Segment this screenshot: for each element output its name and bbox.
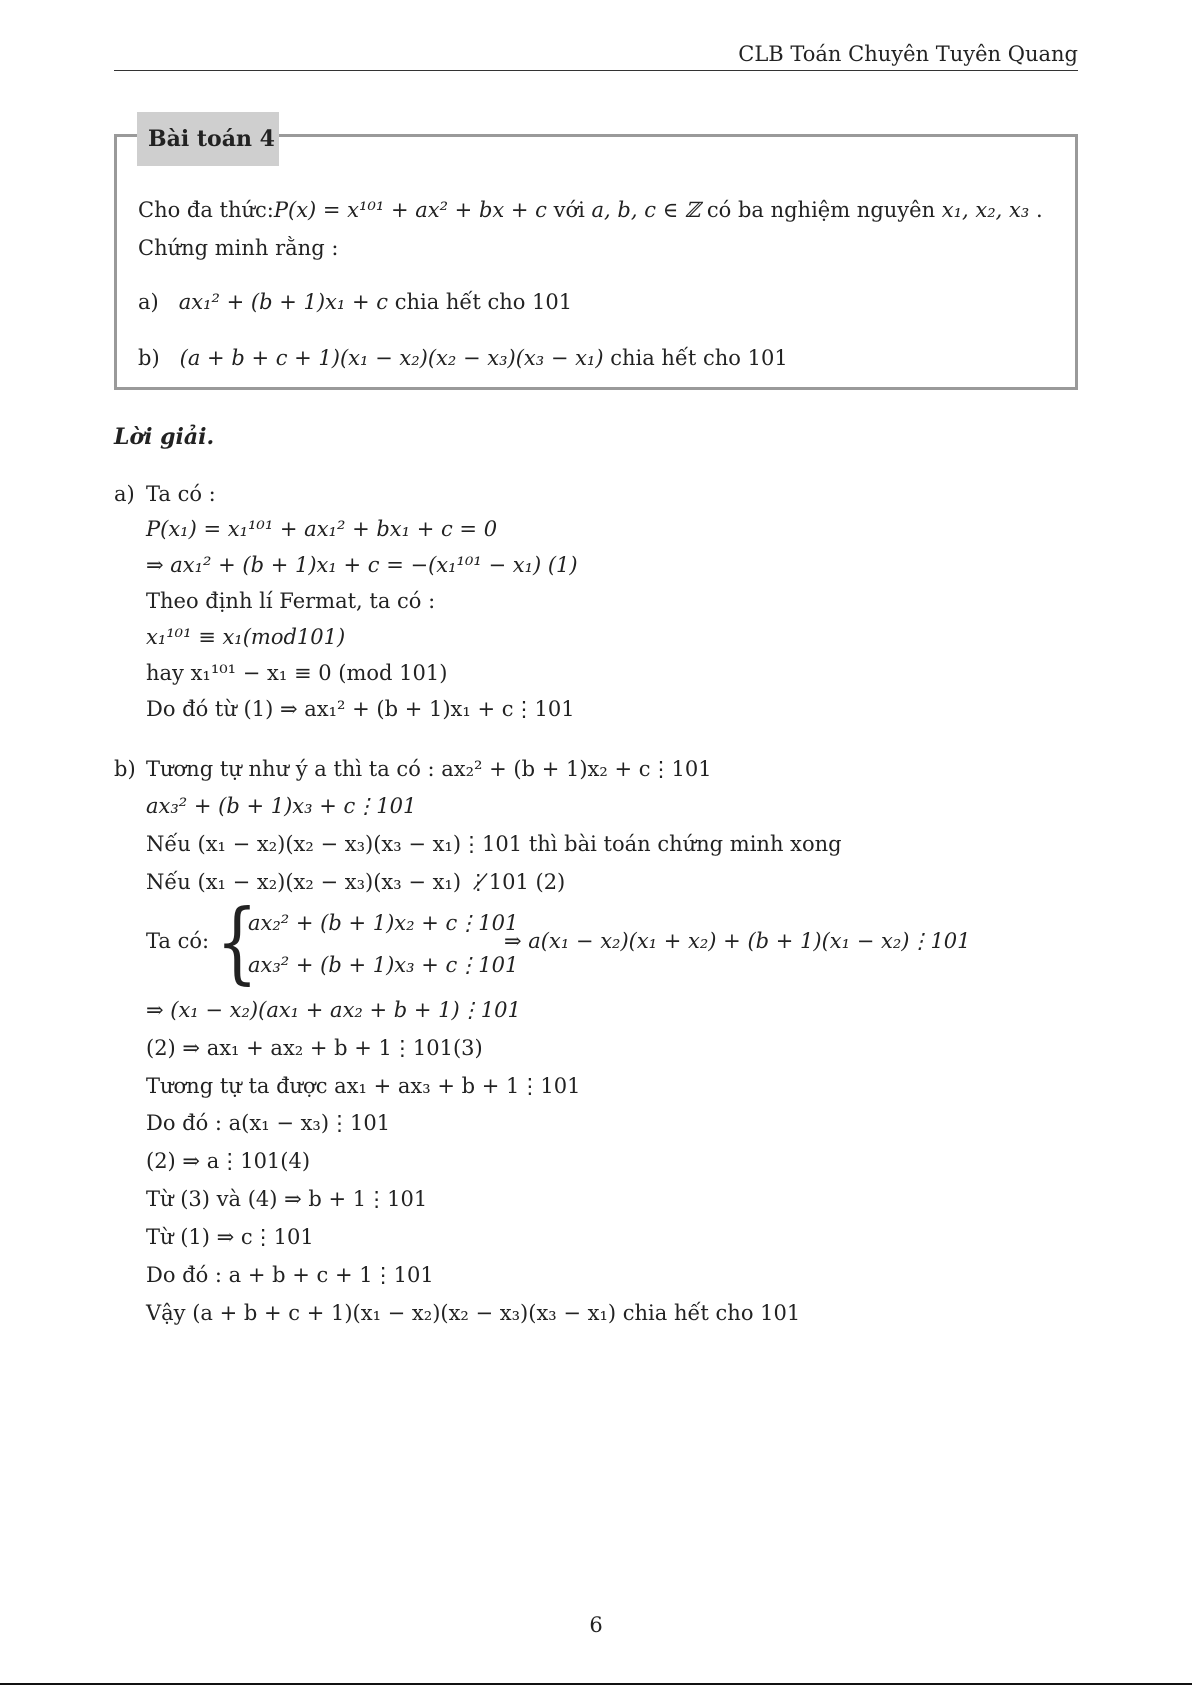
system-brace: { (216, 889, 258, 994)
problem-label: Bài toán 4 (137, 112, 279, 166)
system-result: ⇒ a(x₁ − x₂)(x₁ + x₂) + (b + 1)(x₁ − x₂)⋮101 (504, 929, 971, 953)
solution-b-line: Vậy (a + b + c + 1)(x₁ − x₂)(x₂ − x₃)(x₃ − x₁) chia hết cho 101 (146, 1301, 801, 1325)
solution-b-line: Từ (1) ⇒ c⋮101 (146, 1225, 314, 1249)
solution-b-line: Từ (3) và (4) ⇒ b + 1⋮101 (146, 1187, 428, 1211)
header-title: CLB Toán Chuyên Tuyên Quang (738, 42, 1078, 66)
system-row: ax₃² + (b + 1)x₃ + c⋮101 (248, 953, 519, 977)
solution-b-line: Tương tự như ý a thì ta có : ax₂² + (b + 1)x₂ + c⋮101 (146, 757, 712, 781)
solution-a-line: Do đó từ (1) ⇒ ax₁² + (b + 1)x₁ + c⋮101 (146, 697, 575, 721)
solution-a-label: a) (114, 482, 135, 506)
solution-a-line: P(x₁) = x₁¹⁰¹ + ax₁² + bx₁ + c = 0 (146, 517, 498, 541)
problem-intro: Cho đa thức:P(x) = x¹⁰¹ + ax² + bx + c với a, b, c ∈ ℤ có ba nghiệm nguyên x₁, x₂, x₃ . (138, 198, 1043, 222)
solution-b-line: ax₃² + (b + 1)x₃ + c⋮101 (146, 794, 417, 818)
solution-b-line: (2) ⇒ a⋮101(4) (146, 1149, 311, 1173)
solution-a-line: ⇒ ax₁² + (b + 1)x₁ + c = −(x₁¹⁰¹ − x₁) (1) (146, 553, 578, 577)
solution-b-line: Tương tự ta được ax₁ + ax₃ + b + 1⋮101 (146, 1074, 581, 1098)
system-label: Ta có: (146, 929, 210, 953)
solution-b-line: ⇒ (x₁ − x₂)(ax₁ + ax₂ + b + 1)⋮101 (146, 998, 521, 1022)
solution-b-line: Nếu (x₁ − x₂)(x₂ − x₃)(x₃ − x₁) ⋮̸101 (2) (146, 870, 566, 894)
solution-b-label: b) (114, 757, 136, 781)
problem-part-b: b) (a + b + c + 1)(x₁ − x₂)(x₂ − x₃)(x₃ − x₁) chia hết cho 101 (138, 346, 788, 370)
solution-a-line: x₁¹⁰¹ ≡ x₁(mod101) (146, 625, 346, 649)
solution-b-line: Nếu (x₁ − x₂)(x₂ − x₃)(x₃ − x₁)⋮101 thì bài toán chứng minh xong (146, 832, 842, 856)
solution-heading: Lời giải. (114, 424, 215, 450)
solution-a-line: hay x₁¹⁰¹ − x₁ ≡ 0 (mod 101) (146, 661, 448, 685)
solution-b-line: (2) ⇒ ax₁ + ax₂ + b + 1⋮101(3) (146, 1036, 483, 1060)
solution-b-line: Do đó : a(x₁ − x₃)⋮101 (146, 1111, 391, 1135)
problem-prove: Chứng minh rằng : (138, 236, 339, 260)
problem-part-a: a) ax₁² + (b + 1)x₁ + c chia hết cho 101 (138, 290, 573, 314)
page-number: 6 (589, 1613, 603, 1637)
solution-a-line: Ta có : (146, 482, 216, 506)
system-row: ax₂² + (b + 1)x₂ + c⋮101 (248, 911, 519, 935)
solution-b-line: Do đó : a + b + c + 1⋮101 (146, 1263, 434, 1287)
solution-a-line: Theo định lí Fermat, ta có : (146, 589, 436, 613)
page-header (114, 38, 1078, 71)
